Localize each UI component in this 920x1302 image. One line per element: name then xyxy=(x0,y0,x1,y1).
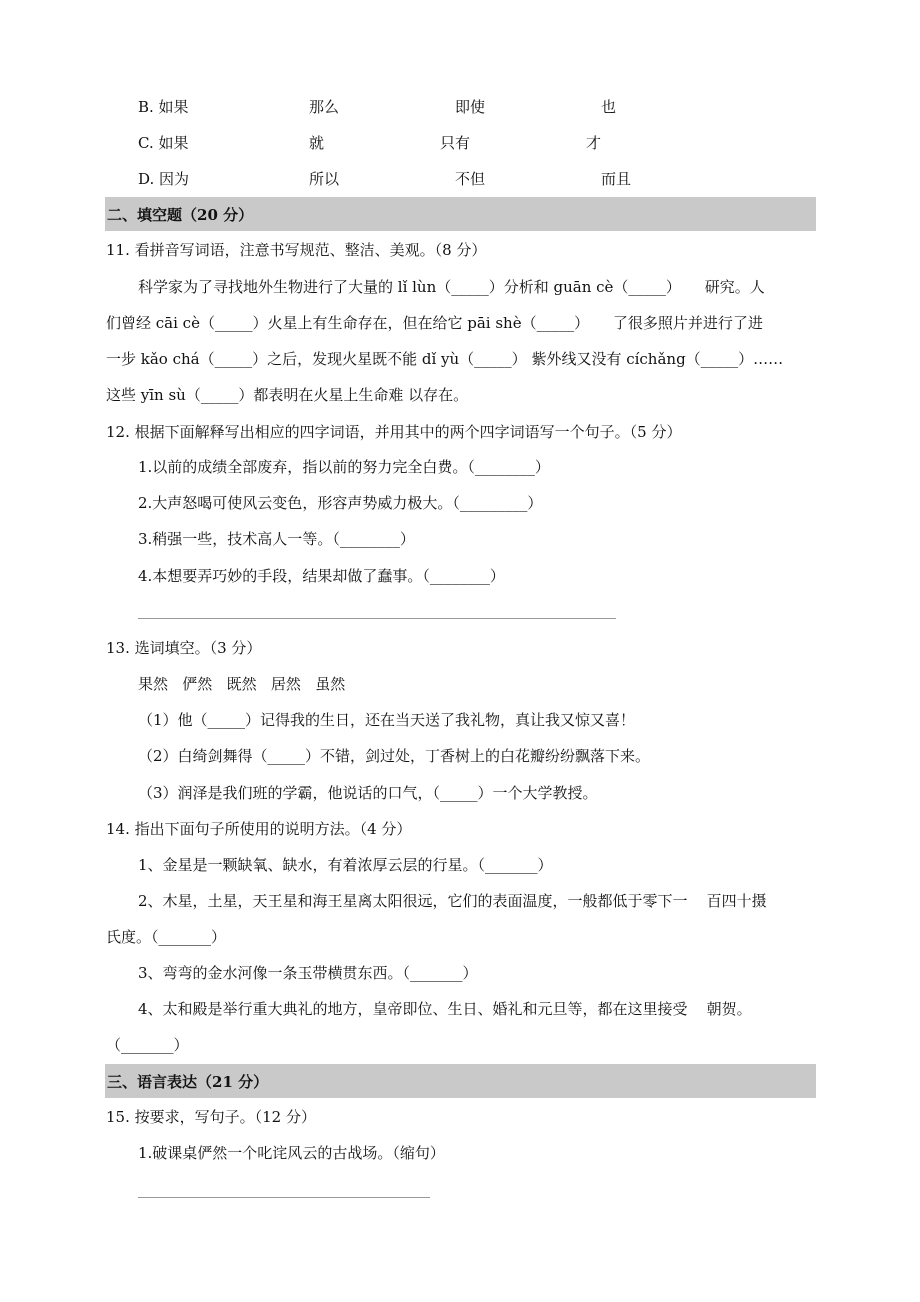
option-label: D. 因为 xyxy=(138,170,190,188)
question-14-line: 4、太和殿是举行重大典礼的地方，皇帝即位、生日、婚礼和元旦等，都在这里接受 朝贺。 xyxy=(138,1000,752,1018)
section-header-language-expression xyxy=(105,1064,816,1098)
question-13-item: （1）他（_____）记得我的生日，还在当天送了我礼物，真让我又惊又喜！ xyxy=(138,711,636,729)
option-word: 即使 xyxy=(455,98,486,116)
question-14-line: 1、金星是一颗缺氧、缺水，有着浓厚云层的行星。（_______） xyxy=(138,856,553,874)
question-11-line: 这些 yīn sù（_____）都表明在火星上生命难 以存在。 xyxy=(106,386,469,404)
question-14-line: （_______） xyxy=(106,1036,189,1054)
question-11-title: 11. 看拼音写词语，注意书写规范、整洁、美观。（8 分） xyxy=(106,241,487,259)
question-13-item: （3）润泽是我们班的学霸，他说话的口气，（_____）一个大学教授。 xyxy=(138,784,598,802)
question-15-item: 1.破课桌俨然一个叱诧风云的古战场。（缩句） xyxy=(138,1144,445,1162)
option-label: C. 如果 xyxy=(138,134,189,152)
option-word: 就 xyxy=(309,134,325,152)
option-word: 只有 xyxy=(440,134,471,152)
question-13-title: 13. 选词填空。（3 分） xyxy=(106,639,262,657)
question-12-title: 12. 根据下面解释写出相应的四字词语，并用其中的两个四字词语写一个句子。（5 分） xyxy=(106,423,682,441)
section-title: 三、语言表达（21 分） xyxy=(107,1073,269,1091)
question-11-line: 们曾经 cāi cè（_____）火星上有生命存在，但在给它 pāi shè（_____） 了很多照片并进行了进 xyxy=(106,314,763,332)
question-12-item: 4.本想要弄巧妙的手段，结果却做了蠢事。（________） xyxy=(138,567,505,585)
question-14-line: 氏度。（_______） xyxy=(106,928,227,946)
question-14-line: 3、弯弯的金水河像一条玉带横贯东西。（_______） xyxy=(138,964,478,982)
question-11-line: 科学家为了寻找地外生物进行了大量的 lǐ lùn（_____）分析和 guān cè（_____） 研究。人 xyxy=(138,278,765,296)
question-13-word-bank: 果然 俨然 既然 居然 虽然 xyxy=(138,675,346,693)
answer-line[interactable] xyxy=(138,618,616,619)
option-word: 不但 xyxy=(455,170,486,188)
section-header-fill-blank xyxy=(105,197,816,231)
section-title: 二、填空题（20 分） xyxy=(107,206,254,224)
question-14-line: 2、木星，土星，天王星和海王星离太阳很远，它们的表面温度，一般都低于零下一 百四十摄 xyxy=(138,892,767,910)
answer-line[interactable] xyxy=(138,1197,430,1198)
option-word: 才 xyxy=(586,134,602,152)
question-15-title: 15. 按要求，写句子。（12 分） xyxy=(106,1108,316,1126)
option-word: 也 xyxy=(601,98,617,116)
option-word: 所以 xyxy=(309,170,340,188)
option-label: B. 如果 xyxy=(138,98,189,116)
question-12-item: 3.稍强一些，技术高人一等。（________） xyxy=(138,530,415,548)
question-11-line: 一步 kǎo chá（_____）之后，发现火星既不能 dǐ yù（_____） 紫外线又没有 cíchǎng（_____）…… xyxy=(106,350,784,368)
question-14-title: 14. 指出下面句子所使用的说明方法。（4 分） xyxy=(106,820,412,838)
question-13-item: （2）白绮剑舞得（_____）不错，剑过处，丁香树上的白花瓣纷纷飘落下来。 xyxy=(138,747,651,765)
question-12-item: 2.大声怒喝可使风云变色，形容声势威力极大。（_________） xyxy=(138,494,543,512)
option-word: 而且 xyxy=(601,170,632,188)
question-12-item: 1.以前的成绩全部废弃，指以前的努力完全白费。（________） xyxy=(138,458,550,476)
option-word: 那么 xyxy=(309,98,340,116)
